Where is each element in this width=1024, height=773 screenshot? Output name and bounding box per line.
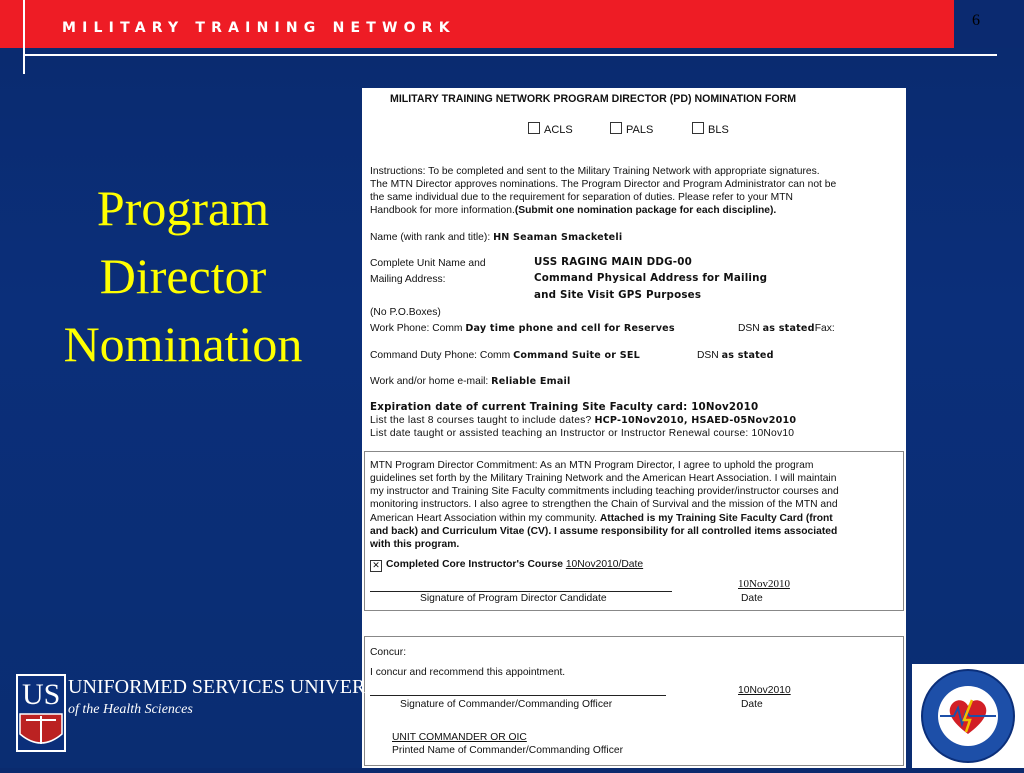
vertical-rule [23,0,25,74]
mtn-seal-icon [912,664,1024,768]
candidate-date-value: 10Nov2010 [738,578,790,590]
concur-text: I concur and recommend this appointment. [370,667,566,678]
no-po-note: (No P.O.Boxes) [370,307,441,318]
slide-title-line-2: Director [99,248,267,304]
usu-logo [16,674,410,754]
checkbox-icon [692,122,704,134]
instructions-line: the same individual due to the requirement for separation of duties. Please refer to your MTN [370,192,793,203]
commander-date-value: 10Nov2010 [738,685,791,696]
duty-phone-field: Command Duty Phone: Comm Command Suite or SEL [370,350,640,361]
checkbox-bls: BLS [692,122,729,137]
commitment-bold-line: and back) and Curriculum Vitae (CV). I assume responsibility for all controlled items associated [370,526,838,537]
address-value-1: Command Physical Address for Mailing [534,272,768,284]
checkbox-icon [610,122,622,134]
commitment-line: monitoring instructors. I also agree to strengthen the Chain of Survival and the mission of the MTN and [370,499,838,510]
work-phone-field: Work Phone: Comm Day time phone and cell for Reserves [370,323,675,334]
commitment-line: American Heart Association within my community. Attached is my Training Site Faculty Card (front [370,513,833,524]
commitment-bold-line: with this program. [370,539,460,550]
horizontal-rule [23,54,997,56]
address-value-2: and Site Visit GPS Purposes [534,289,702,301]
checkbox-acls: ACLS [528,122,573,137]
commander-name-label: Printed Name of Commander/Commanding Officer [392,745,624,756]
courses-line: List the last 8 courses taught to include dates? HCP-10Nov2010, HSAED-05Nov2010 [370,415,797,426]
instructions-line: Instructions: To be completed and sent to the Military Training Network with appropriate signatures. [370,166,820,177]
usu-subtitle: of the Health Sciences [68,702,193,717]
commander-signature-label: Signature of Commander/Commanding Officer [400,699,613,710]
commitment-line: my instructor and Training Site Faculty commitments including teaching provider/instructor courses and [370,486,839,497]
slide-title-line-1: Program [96,180,270,236]
checkbox-icon [528,122,540,134]
form-title: MILITARY TRAINING NETWORK PROGRAM DIRECTOR (PD) NOMINATION FORM [390,93,797,105]
checkbox-pals: PALS [610,122,653,137]
candidate-date-label: Date [741,593,763,604]
network-title: MILITARY TRAINING NETWORK [62,20,456,36]
usu-shield-icon [16,674,66,752]
svg-text:US: US [22,678,61,711]
taught-line: List date taught or assisted teaching an Instructor or Instructor Renewal course: 10Nov10 [370,428,795,439]
candidate-signature-label: Signature of Program Director Candidate [420,593,607,604]
mtn-seal-logo [912,664,1024,768]
mailing-label: Mailing Address: [370,274,446,285]
commitment-line: MTN Program Director Commitment: As an MTN Program Director, I agree to uphold the program [370,460,814,471]
unit-label: Complete Unit Name and [370,258,486,269]
commander-signature-line [370,695,666,696]
commander-date-label: Date [741,699,763,710]
unit-value: USS RAGING MAIN DDG-00 [534,256,692,268]
slide-title [18,174,348,378]
usu-name: UNIFORMED SERVICES UNIVERSITY [68,676,410,698]
commander-name-value: UNIT COMMANDER OR OIC [392,732,527,743]
work-dsn-field: DSN as statedFax: [738,323,835,334]
slide-title-line-3: Nomination [63,316,303,372]
commitment-line: guidelines set forth by the Military Training Network and the American Heart Association. I will maintain [370,473,837,484]
slide-number: 6 [954,0,1024,48]
checked-box-icon: ✕ [370,560,382,572]
nomination-form-image [362,88,906,768]
email-field: Work and/or home e-mail: Reliable Email [370,376,571,387]
core-course-field: ✕ Completed Core Instructor's Course 10Nov2010/Date [370,558,643,572]
instructions-line: The MTN Director approves nominations. The Program Director and Program Administrator can not be [370,179,837,190]
duty-dsn-field: DSN as stated [697,350,774,361]
expiration-line: Expiration date of current Training Site Faculty card: 10Nov2010 [370,401,759,413]
concur-title: Concur: [370,647,407,658]
name-field: Name (with rank and title): HN Seaman Smacketeli [370,232,623,243]
instructions-line: Handbook for more information.(Submit one nomination package for each discipline). [370,205,777,216]
